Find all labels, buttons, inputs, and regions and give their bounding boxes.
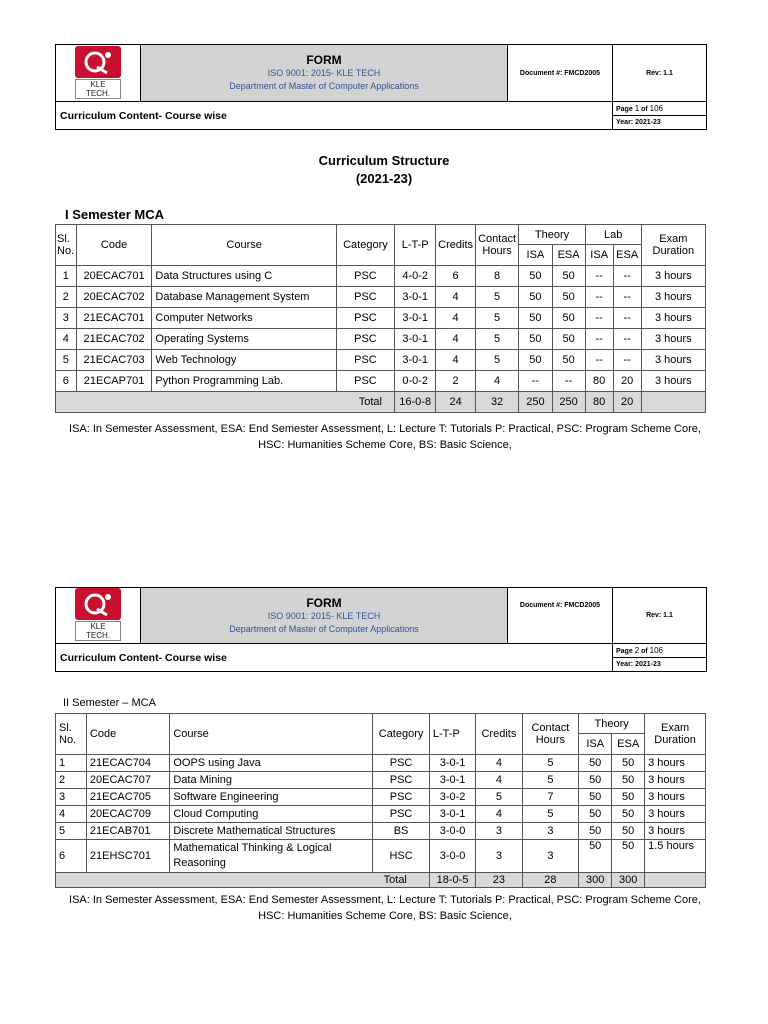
table-cell: -- xyxy=(613,287,641,308)
header-exam-duration: Exam Duration xyxy=(641,225,705,266)
table-cell: 3-0-1 xyxy=(394,308,435,329)
table-cell: 50 xyxy=(552,266,585,287)
header-lab-isa: ISA xyxy=(585,245,613,266)
header-ltp: L-T-P xyxy=(394,225,435,266)
semester-1-table xyxy=(55,224,706,413)
table-cell: Total xyxy=(56,873,430,888)
table-cell: 50 xyxy=(552,329,585,350)
table-cell: 50 xyxy=(612,772,645,789)
logo-text: KLE TECH. xyxy=(75,79,121,99)
table-cell: 20ECAC702 xyxy=(76,287,152,308)
table-cell: Mathematical Thinking & Logical Reasoning xyxy=(170,840,373,873)
table-cell: 5 xyxy=(475,287,519,308)
kle-logo xyxy=(75,46,121,99)
header-course: Course xyxy=(170,714,373,755)
abbreviation-note-2: ISA: In Semester Assessment, ESA: End Semester Assessment, L: Lecture T: Tutorials P: Practical, PSC: Program Scheme Core, HSC: Humanities Scheme Core, BS: Basic Science, xyxy=(69,894,701,922)
table-cell: 4-0-2 xyxy=(394,266,435,287)
table-cell: HSC xyxy=(373,840,430,873)
table-cell: 3 xyxy=(476,823,522,840)
table-cell: 3-0-1 xyxy=(429,806,475,823)
document-number: Document #: FMCD2005 xyxy=(508,588,613,644)
table-cell: -- xyxy=(585,329,613,350)
revision: Rev: 1.1 xyxy=(613,588,707,644)
curriculum-label: Curriculum Content- Course wise xyxy=(56,644,613,672)
table-cell: Discrete Mathematical Structures xyxy=(170,823,373,840)
table-cell: 5 xyxy=(475,350,519,371)
table-cell: PSC xyxy=(336,266,394,287)
department-line: Department of Master of Computer Applications xyxy=(229,81,419,91)
year-label: Year: 2021-23 xyxy=(613,658,707,672)
table-cell: 3 xyxy=(56,308,77,329)
table-cell: 50 xyxy=(579,772,612,789)
table-cell: 50 xyxy=(519,308,552,329)
header-theory-isa: ISA xyxy=(579,734,612,755)
table-cell: 3-0-0 xyxy=(429,840,475,873)
form-title-cell xyxy=(141,588,508,644)
table-cell: 21ECAC704 xyxy=(86,755,169,772)
table-row xyxy=(56,329,706,350)
table-cell: 50 xyxy=(612,789,645,806)
table-cell: 3 xyxy=(476,840,522,873)
table-cell: 3 hours xyxy=(641,266,705,287)
semester-1-title: I Semester MCA xyxy=(65,207,164,222)
table-cell: Data Structures using C xyxy=(152,266,337,287)
table-cell: 3-0-1 xyxy=(394,350,435,371)
table-cell: 18-0-5 xyxy=(429,873,475,888)
table-cell: -- xyxy=(613,329,641,350)
table-cell: -- xyxy=(585,266,613,287)
table-cell: 3 hours xyxy=(645,755,706,772)
table-row xyxy=(56,755,706,772)
table-cell: 3-0-1 xyxy=(394,329,435,350)
table-cell: BS xyxy=(373,823,430,840)
table-cell: Web Technology xyxy=(152,350,337,371)
table-cell: Data Mining xyxy=(170,772,373,789)
table-cell: 50 xyxy=(552,308,585,329)
table-row xyxy=(56,287,706,308)
header-contact-hours: Contact Hours xyxy=(475,225,519,266)
table-cell: 5 xyxy=(522,755,579,772)
header-theory-esa: ESA xyxy=(612,734,645,755)
header-credits: Credits xyxy=(436,225,475,266)
kle-logo-icon xyxy=(75,588,121,620)
table-cell: 6 xyxy=(56,840,87,873)
table-cell: 20ECAC709 xyxy=(86,806,169,823)
table-cell: 3 hours xyxy=(641,308,705,329)
table-cell: 3-0-0 xyxy=(429,823,475,840)
logo-cell xyxy=(56,45,141,102)
table-cell: 4 xyxy=(56,806,87,823)
table-row xyxy=(56,806,706,823)
table-cell: 21ECAC705 xyxy=(86,789,169,806)
table-cell: PSC xyxy=(373,806,430,823)
table-cell: PSC xyxy=(336,371,394,392)
table-cell: 1.5 hours xyxy=(645,840,706,873)
iso-line: ISO 9001: 2015- KLE TECH xyxy=(267,68,381,78)
table-cell: 2 xyxy=(56,772,87,789)
table-cell: 50 xyxy=(612,755,645,772)
table-cell: 250 xyxy=(552,392,585,413)
table-cell: 3 hours xyxy=(645,823,706,840)
table-cell: Python Programming Lab. xyxy=(152,371,337,392)
table-header-row xyxy=(56,714,706,734)
header-theory-isa: ISA xyxy=(519,245,552,266)
table-cell: 300 xyxy=(579,873,612,888)
form-title: FORM xyxy=(306,53,342,67)
header-category: Category xyxy=(336,225,394,266)
table-cell: 5 xyxy=(56,823,87,840)
header-lab-esa: ESA xyxy=(613,245,641,266)
table-cell: 4 xyxy=(476,806,522,823)
table-cell: 50 xyxy=(612,840,645,873)
page-number: Page 2 of 106 xyxy=(613,644,707,658)
table-cell: 7 xyxy=(522,789,579,806)
table-row xyxy=(56,350,706,371)
total-row xyxy=(56,392,706,413)
header-code: Code xyxy=(86,714,169,755)
table-cell: 80 xyxy=(585,392,613,413)
table-cell: -- xyxy=(519,371,552,392)
form-title: FORM xyxy=(306,595,342,610)
table-cell: 28 xyxy=(522,873,579,888)
header-category: Category xyxy=(373,714,430,755)
table-cell: 4 xyxy=(476,755,522,772)
semester-2-table xyxy=(55,713,706,888)
table-cell: 20ECAC707 xyxy=(86,772,169,789)
table-cell: 21EHSC701 xyxy=(86,840,169,873)
table-cell: 16-0-8 xyxy=(394,392,435,413)
table-cell: 50 xyxy=(579,755,612,772)
table-cell: 3 hours xyxy=(645,789,706,806)
page-number: Page 1 of 106 xyxy=(613,102,707,116)
table-row xyxy=(56,840,706,873)
table-cell: 0-0-2 xyxy=(394,371,435,392)
table-cell xyxy=(641,392,705,413)
header-slno: Sl. No. xyxy=(56,714,87,755)
table-header-row xyxy=(56,225,706,245)
table-cell: -- xyxy=(585,350,613,371)
table-cell: 4 xyxy=(436,350,475,371)
header-code: Code xyxy=(76,225,152,266)
table-cell: 21ECAB701 xyxy=(86,823,169,840)
header-contact-hours: Contact Hours xyxy=(522,714,579,755)
header-slno: Sl. No. xyxy=(56,225,77,266)
table-row xyxy=(56,308,706,329)
table-cell: PSC xyxy=(336,350,394,371)
table-cell: 4 xyxy=(436,287,475,308)
table-cell: 50 xyxy=(579,806,612,823)
table-cell: 2 xyxy=(436,371,475,392)
table-cell: 250 xyxy=(519,392,552,413)
table-cell: 24 xyxy=(436,392,475,413)
revision: Rev: 1.1 xyxy=(613,45,707,102)
table-cell: 3-0-1 xyxy=(429,772,475,789)
table-cell: PSC xyxy=(336,329,394,350)
table-cell: 20ECAC701 xyxy=(76,266,152,287)
year-label: Year: 2021-23 xyxy=(613,116,707,130)
logo-text: KLE TECH. xyxy=(75,621,121,641)
table-cell: Database Management System xyxy=(152,287,337,308)
curriculum-structure-title: Curriculum Structure xyxy=(318,153,450,168)
table-cell: -- xyxy=(613,266,641,287)
table-cell: 50 xyxy=(519,350,552,371)
table-cell: 50 xyxy=(552,350,585,371)
table-cell: PSC xyxy=(336,287,394,308)
document-number: Document #: FMCD2005 xyxy=(508,45,613,102)
table-cell: 50 xyxy=(612,823,645,840)
table-cell: 3-0-1 xyxy=(394,287,435,308)
table-cell: -- xyxy=(585,308,613,329)
table-cell: 3 xyxy=(56,789,87,806)
table-cell: PSC xyxy=(373,789,430,806)
table-cell: 6 xyxy=(436,266,475,287)
table-cell: 50 xyxy=(552,287,585,308)
table-cell: 50 xyxy=(612,806,645,823)
table-cell: 3-0-2 xyxy=(429,789,475,806)
table-cell: 5 xyxy=(476,789,522,806)
table-cell: 20 xyxy=(613,371,641,392)
table-cell: Total xyxy=(56,392,395,413)
header-theory: Theory xyxy=(519,225,585,245)
header-theory-esa: ESA xyxy=(552,245,585,266)
total-row xyxy=(56,873,706,888)
table-row xyxy=(56,789,706,806)
table-cell: 21ECAP701 xyxy=(76,371,152,392)
iso-line: ISO 9001: 2015- KLE TECH xyxy=(267,610,381,621)
table-cell: 4 xyxy=(436,308,475,329)
kle-logo xyxy=(75,588,121,641)
table-cell: 5 xyxy=(522,772,579,789)
table-row xyxy=(56,823,706,840)
abbreviation-note-1: ISA: In Semester Assessment, ESA: End Semester Assessment, L: Lecture T: Tutorials P: Practical, PSC: Program Scheme Core, HSC: Humanities Scheme Core, BS: Basic Science, xyxy=(69,423,701,451)
table-cell: 300 xyxy=(612,873,645,888)
table-cell: 20 xyxy=(613,392,641,413)
logo-cell xyxy=(56,588,141,644)
kle-logo-icon xyxy=(75,46,121,78)
table-cell: 4 xyxy=(476,772,522,789)
table-cell: 3 xyxy=(522,823,579,840)
table-row xyxy=(56,772,706,789)
table-cell: PSC xyxy=(373,772,430,789)
table-cell: 50 xyxy=(519,329,552,350)
table-cell: 50 xyxy=(579,840,612,873)
table-cell xyxy=(645,873,706,888)
table-cell: 4 xyxy=(56,329,77,350)
table-cell: 21ECAC703 xyxy=(76,350,152,371)
curriculum-years: (2021-23) xyxy=(355,171,413,186)
table-cell: 6 xyxy=(56,371,77,392)
table-cell: 3-0-1 xyxy=(429,755,475,772)
header-lab: Lab xyxy=(585,225,641,245)
header-ltp: L-T-P xyxy=(429,714,475,755)
table-cell: 21ECAC702 xyxy=(76,329,152,350)
table-cell: Cloud Computing xyxy=(170,806,373,823)
header-credits: Credits xyxy=(476,714,522,755)
table-cell: 32 xyxy=(475,392,519,413)
table-cell: -- xyxy=(613,308,641,329)
table-cell: 3 hours xyxy=(641,329,705,350)
table-cell: -- xyxy=(585,287,613,308)
header-exam-duration: Exam Duration xyxy=(645,714,706,755)
form-title-cell xyxy=(141,45,508,102)
table-cell: -- xyxy=(552,371,585,392)
table-cell: 50 xyxy=(579,823,612,840)
table-cell: 5 xyxy=(475,308,519,329)
curriculum-label: Curriculum Content- Course wise xyxy=(56,102,613,130)
table-cell: 4 xyxy=(436,329,475,350)
table-cell: OOPS using Java xyxy=(170,755,373,772)
table-cell: 4 xyxy=(475,371,519,392)
table-cell: Computer Networks xyxy=(152,308,337,329)
table-cell: 80 xyxy=(585,371,613,392)
table-cell: 21ECAC701 xyxy=(76,308,152,329)
table-cell: 3 hours xyxy=(645,772,706,789)
semester-2-title: II Semester – MCA xyxy=(63,697,156,709)
department-line: Department of Master of Computer Applications xyxy=(229,623,419,634)
table-cell: 8 xyxy=(475,266,519,287)
table-cell: 5 xyxy=(56,350,77,371)
table-cell: 3 hours xyxy=(641,350,705,371)
table-cell: 3 hours xyxy=(645,806,706,823)
table-cell: PSC xyxy=(336,308,394,329)
table-cell: 1 xyxy=(56,755,87,772)
table-cell: 3 hours xyxy=(641,287,705,308)
table-cell: 5 xyxy=(522,806,579,823)
table-row xyxy=(56,266,706,287)
header-course: Course xyxy=(152,225,337,266)
form-header-1 xyxy=(55,44,707,130)
table-row xyxy=(56,371,706,392)
table-cell: 50 xyxy=(579,789,612,806)
table-cell: -- xyxy=(613,350,641,371)
table-cell: 3 hours xyxy=(641,371,705,392)
table-cell: 50 xyxy=(519,266,552,287)
table-cell: 23 xyxy=(476,873,522,888)
table-cell: 5 xyxy=(475,329,519,350)
table-cell: PSC xyxy=(373,755,430,772)
form-header-2 xyxy=(55,587,707,672)
table-cell: 3 xyxy=(522,840,579,873)
table-cell: 1 xyxy=(56,266,77,287)
header-theory: Theory xyxy=(579,714,645,734)
table-cell: 2 xyxy=(56,287,77,308)
table-cell: 50 xyxy=(519,287,552,308)
table-cell: Software Engineering xyxy=(170,789,373,806)
table-cell: Operating Systems xyxy=(152,329,337,350)
